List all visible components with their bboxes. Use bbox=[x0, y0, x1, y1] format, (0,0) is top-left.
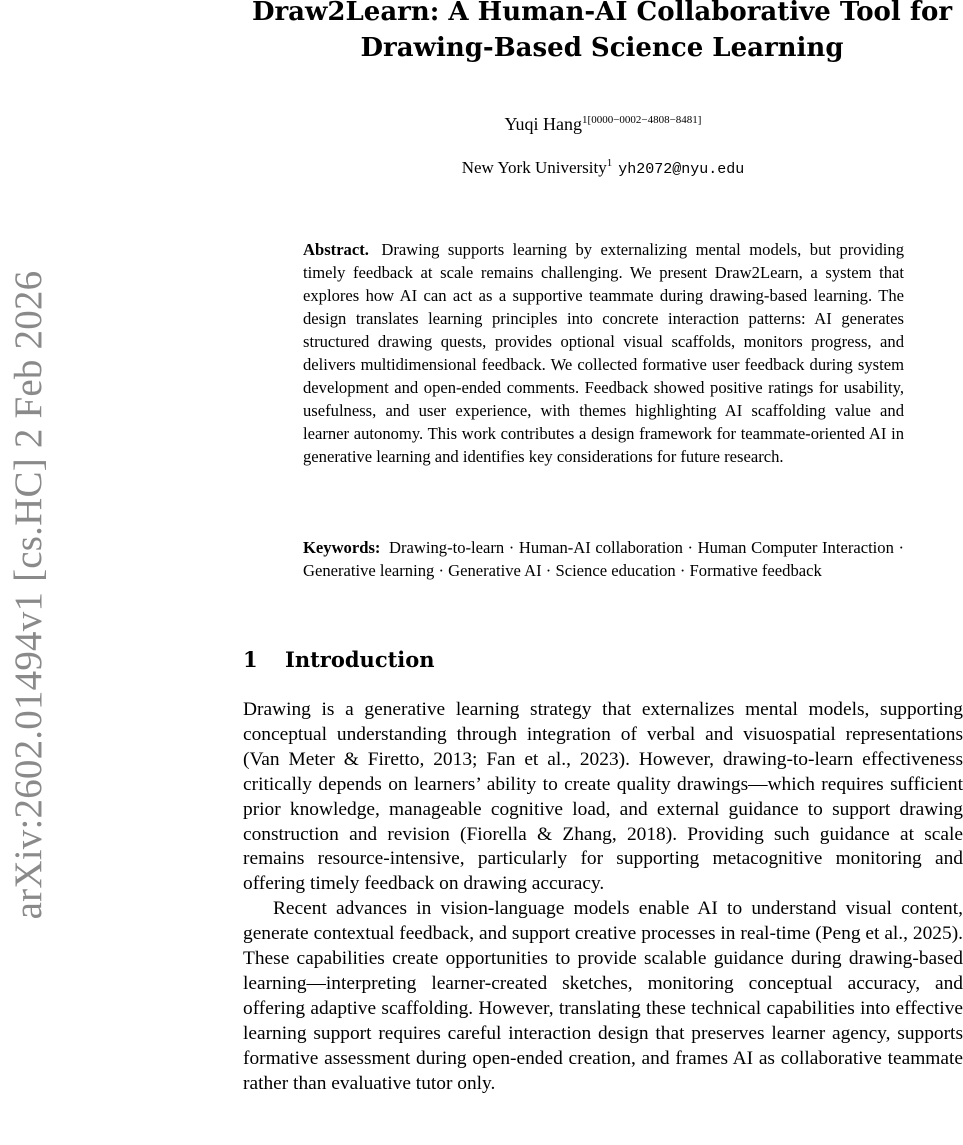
section-title: Introduction bbox=[285, 647, 435, 672]
paper-title: Draw2Learn: A Human-AI Collaborative Tool for Drawing-Based Science Learning bbox=[251, 0, 953, 63]
keywords bbox=[303, 536, 904, 582]
author-name: Yuqi Hang bbox=[504, 114, 583, 134]
abstract bbox=[303, 238, 904, 468]
author-line bbox=[243, 112, 963, 136]
paragraph: Drawing is a generative learning strategy that externalizes mental models, supporting conceptual understanding through integration of verbal and visuospatial representations (Van Meter & Firetto, 2013; Fan et al., 2023). However, drawing-to-learn effectiveness critically depends on learners’ ability to create quality drawings—which requires sufficient prior knowledge, manageable cognitive load, and external guidance to support drawing construction and revision (Fiorella & Zhang, 2018). Providing such guidance at scale remains resource-intensive, particularly for supporting metacognitive monitoring and offering timely feedback on drawing accuracy. bbox=[243, 699, 963, 895]
affiliation-superscript: 1 bbox=[606, 157, 613, 169]
keywords-text: Drawing-to-learn · Human-AI collaboration · Human Computer Interaction · Generative learning · Generative AI · Science education · Formative feedback bbox=[303, 538, 904, 580]
affiliation-line bbox=[243, 156, 963, 182]
paragraph: Recent advances in vision-language models enable AI to understand visual content, generate contextual feedback, and support creative processes in real-time (Peng et al., 2025). These capabilities create opportunities to provide scalable guidance during drawing-based learning—interpreting learner-created sketches, monitoring conceptual accuracy, and offering adaptive scaffolding. However, translating these technical capabilities into effective learning support requires careful interaction design that preserves learner agency, supports formative assessment during open-ended creation, and frames AI as collaborative teammate rather than evaluative tutor only. bbox=[243, 898, 963, 1094]
author-orcid-superscript: 1[0000−0002−4808−8481] bbox=[582, 114, 702, 126]
arxiv-identifier-stamp: arXiv:2602.01494v1 [cs.HC] 2 Feb 2026 bbox=[7, 270, 50, 920]
section-number: 1 bbox=[243, 647, 258, 672]
introduction-body bbox=[243, 698, 963, 1097]
abstract-label: Abstract. bbox=[303, 240, 369, 259]
affiliation-name: New York University bbox=[461, 158, 607, 177]
author-email: yh2072@nyu.edu bbox=[618, 161, 745, 178]
section-heading-introduction bbox=[243, 645, 963, 675]
keywords-label: Keywords: bbox=[303, 538, 381, 557]
abstract-text: Drawing supports learning by externalizing mental models, but providing timely feedback at scale remains challenging. We present Draw2Learn, a system that explores how AI can act as a supportive teammate during drawing-based learning. The design translates learning principles into concrete interaction patterns: AI generates structured drawing quests, provides optional visual scaffolds, monitors progress, and delivers multidimensional feedback. We collected formative user feedback during system development and open-ended comments. Feedback showed positive ratings for usability, usefulness, and user experience, with themes highlighting AI scaffolding value and learner autonomy. This work contributes a design framework for teammate-oriented AI in generative learning and identifies key considerations for future research. bbox=[303, 240, 904, 466]
